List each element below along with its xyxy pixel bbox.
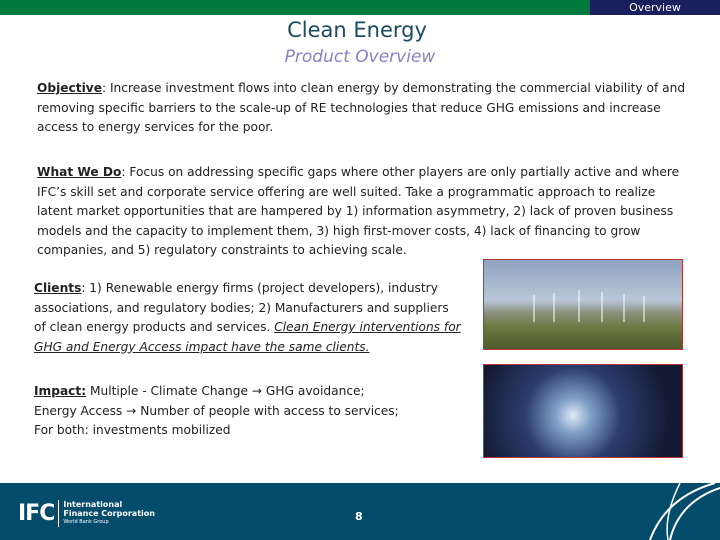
logo-mark: IFC — [18, 501, 55, 526]
logo-line-2: Finance Corporation — [63, 509, 155, 518]
clients-paragraph — [34, 279, 464, 357]
footer — [0, 483, 720, 540]
logo-line-1: International — [63, 500, 123, 509]
page-number: 8 — [355, 510, 363, 523]
wind-turbines-photo — [483, 259, 683, 350]
what-we-do-label: What We Do — [37, 165, 122, 179]
top-bar — [0, 0, 590, 15]
impact-line-1: Multiple - Climate Change → GHG avoidance; — [86, 384, 365, 398]
page-title — [0, 18, 720, 42]
clients-label: Clients — [34, 281, 82, 295]
impact-line-2: Energy Access → Number of people with access to services; — [34, 403, 399, 418]
logo-line-3: World Bank Group — [63, 519, 109, 525]
objective-label: Objective — [37, 81, 102, 95]
ifc-logo — [18, 500, 155, 527]
impact-line-3: For both: investments mobilized — [34, 423, 231, 437]
what-we-do-text: : Focus on addressing specific gaps where other players are only partially active and where IFC’s skill set and corporate service offering are well suited. Take a programmatic approach to realize latent market opportunities that are hampered by 1) information asymmetry, 2) lack of proven business models and the capacity to implement them, 3) high first-mover costs, 4) lack of financing to grow companies, and 5) regulatory constraints to achieving scale. — [37, 165, 680, 257]
impact-paragraph — [34, 382, 464, 441]
clients-text: : 1) Renewable energy firms (project developers), industry associations, and regulatory bodies; 2) Manufacturers and suppliers of clean energy products and services. — [34, 281, 449, 334]
swoosh-decoration-icon — [640, 483, 720, 540]
clients-note: Clean Energy interventions for GHG and Energy Access impact have the same clients. — [34, 320, 461, 354]
children-with-lamp-photo — [483, 364, 683, 458]
what-we-do-paragraph — [37, 163, 687, 261]
wind-turbine-icons — [484, 260, 682, 349]
page-subtitle: Product Overview — [284, 47, 436, 67]
impact-label: Impact: — [34, 384, 87, 398]
objective-text: : Increase investment flows into clean energy by demonstrating the commercial viability of and removing specific barriers to the scale-up of RE technologies that reduce GHG emissions and increase access to energy services for the poor. — [37, 81, 686, 134]
section-tab: Overview — [590, 0, 720, 15]
title-text: Clean Energy — [287, 18, 427, 42]
objective-paragraph — [37, 79, 687, 138]
